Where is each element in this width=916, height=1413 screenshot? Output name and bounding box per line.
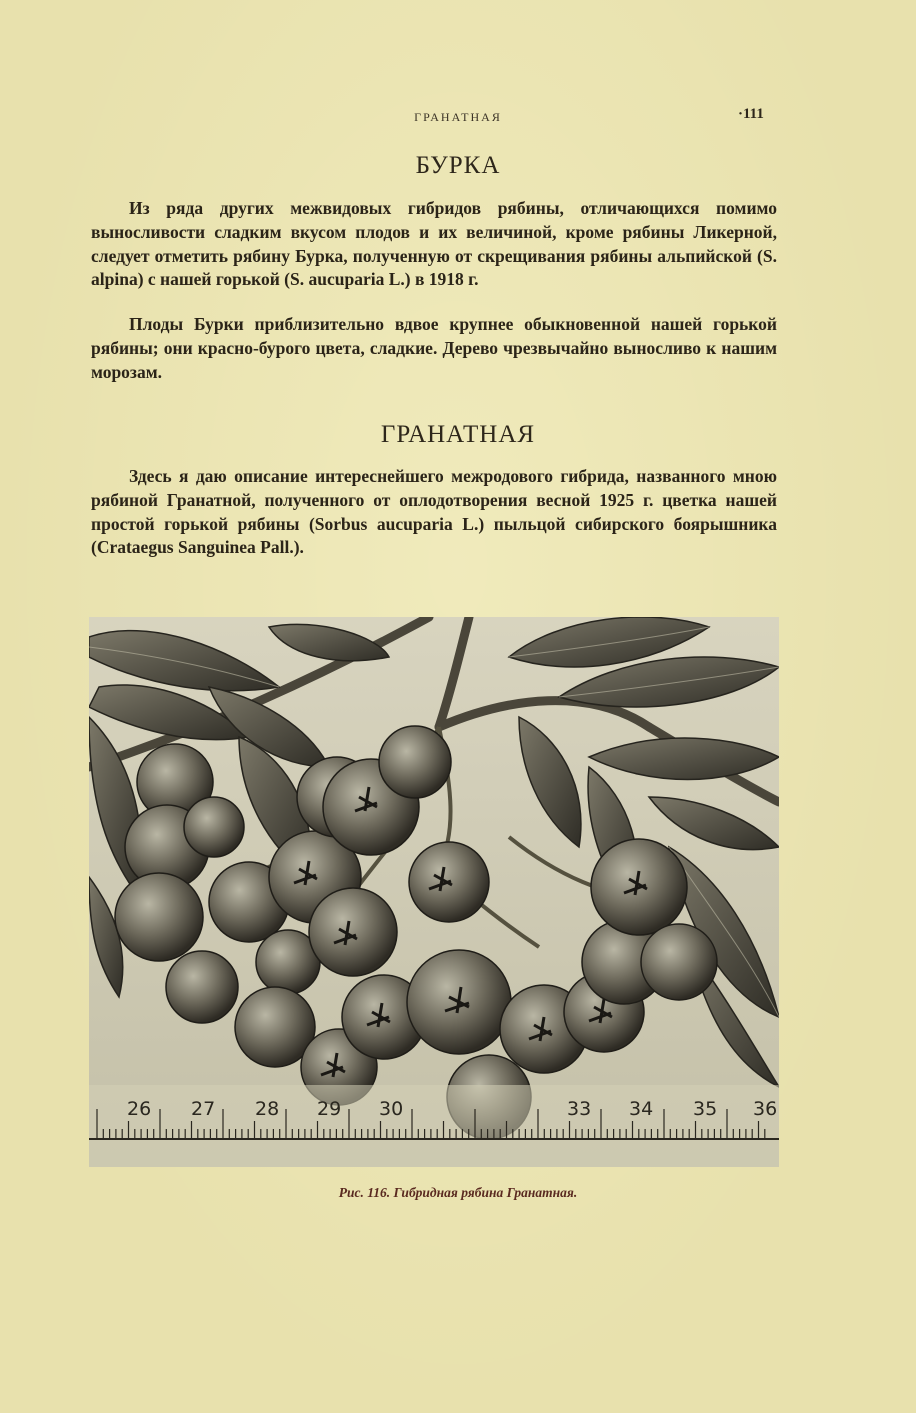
- ruler-label: 27: [191, 1098, 216, 1120]
- ruler-label: 29: [317, 1098, 342, 1120]
- section-title-granatnaya: ГРАНАТНАЯ: [380, 421, 536, 448]
- rowan-berries-illustration: [89, 617, 779, 1167]
- ruler-label: 34: [629, 1098, 654, 1120]
- ruler-label: 35: [693, 1098, 718, 1120]
- ruler-label: 30: [379, 1098, 404, 1120]
- ruler-label: 26: [127, 1098, 152, 1120]
- paragraph: Здесь я даю описание интереснейшего межродового гибрида, названного мною рябиной Гранатной, полученного от оплодотворения весной 1925 г. цветка нашей простой горькой рябины (Sorbus aucuparia L.) пыльцой сибирского боярышника (Crataegus Sanguinea Pall.).: [91, 466, 777, 558]
- running-head: ГРАНАТНАЯ: [414, 110, 502, 124]
- section-title-burka: БУРКА: [415, 152, 501, 179]
- paragraph: Плоды Бурки приблизительно вдвое крупнее обыкновенной нашей горькой рябины; они красно-бурого цвета, сладкие. Дерево чрезвычайно выносливо к нашим морозам.: [91, 314, 777, 382]
- ruler-label: 36: [753, 1098, 778, 1120]
- figure-caption: Рис. 116. Гибридная рябина Гранатная.: [338, 1185, 578, 1200]
- ruler-label: 33: [567, 1098, 592, 1120]
- paragraph: Из ряда других межвидовых гибридов рябины, отличающихся помимо выносливости сладким вкусом плодов и их величиной, кроме рябины Ликерной, следует отметить рябину Бурка, полученную от скрещивания рябины альпийской (S. alpina) с нашей горькой (S. aucuparia L.) в 1918 г.: [91, 198, 777, 290]
- page-number: ·111: [738, 106, 764, 122]
- ruler-label: 28: [255, 1098, 280, 1120]
